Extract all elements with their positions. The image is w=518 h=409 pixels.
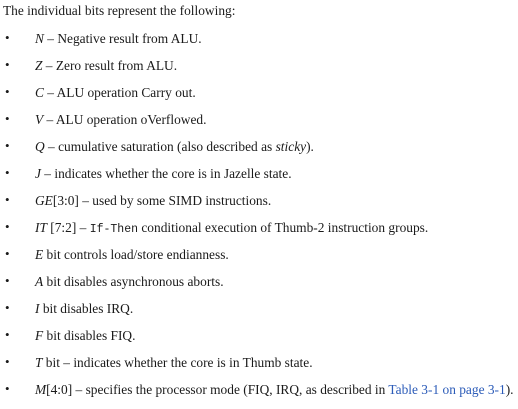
bit-description: indicates whether the core is in Jazelle state. xyxy=(54,166,292,181)
bit-name: I xyxy=(35,301,40,316)
bit-name: IT xyxy=(35,220,47,235)
bit-description: Negative result from ALU. xyxy=(57,31,202,46)
bit-range: [7:2] xyxy=(46,220,77,235)
bullet: • xyxy=(5,111,10,126)
bullet: • xyxy=(5,273,10,288)
bit-name: F xyxy=(35,328,44,343)
bit-name: N xyxy=(35,31,44,46)
bit-description: bit disables FIQ. xyxy=(43,328,136,343)
separator: – xyxy=(72,382,86,397)
bit-description: Zero result from ALU. xyxy=(55,58,178,73)
bit-description: bit disables IRQ. xyxy=(39,301,134,316)
bullet: • xyxy=(5,354,10,369)
bit-name: M xyxy=(35,382,47,397)
bit-description: bit disables asynchronous aborts. xyxy=(43,274,224,289)
bullet: • xyxy=(5,165,10,180)
separator: – xyxy=(78,193,93,208)
separator: – xyxy=(43,112,56,127)
bit-description: cumulative saturation (also described as xyxy=(58,139,276,154)
bullet: • xyxy=(5,327,10,342)
bullet: • xyxy=(5,381,10,396)
bit-description: bit – indicates whether the core is in Thumb state. xyxy=(42,355,313,370)
bit-name: J xyxy=(35,166,41,181)
bit-description: used by some SIMD instructions. xyxy=(92,193,272,208)
bit-range: [4:0] xyxy=(46,382,73,397)
bullet: • xyxy=(5,219,10,234)
separator: – xyxy=(43,85,57,100)
bullet: • xyxy=(5,57,10,72)
bullet: • xyxy=(5,138,10,153)
emphasis-text: sticky xyxy=(275,139,307,154)
bit-description: bit controls load/store endianness. xyxy=(43,247,229,262)
bullet: • xyxy=(5,192,10,207)
bit-description-end: ). xyxy=(306,139,314,154)
separator: – xyxy=(42,58,56,73)
bullet: • xyxy=(5,30,10,45)
bullet: • xyxy=(5,246,10,261)
table-reference-link[interactable]: Table 3-1 on page 3-1 xyxy=(388,382,506,397)
intro-text: The individual bits represent the following: xyxy=(3,3,236,18)
separator: – xyxy=(40,166,55,181)
code-text: If-Then xyxy=(89,223,139,236)
separator: – xyxy=(76,220,90,235)
bit-name: T xyxy=(35,355,43,370)
bit-name: GE xyxy=(35,193,53,208)
bit-name: C xyxy=(35,85,44,100)
bit-name: Q xyxy=(35,139,45,154)
separator: – xyxy=(43,31,58,46)
bit-name: E xyxy=(35,247,44,262)
bit-name: Z xyxy=(35,58,43,73)
bit-range: [3:0] xyxy=(52,193,79,208)
bit-description: ALU operation oVerflowed. xyxy=(55,112,207,127)
separator: – xyxy=(44,139,59,154)
bit-name: V xyxy=(35,112,44,127)
bit-description: specifies the processor mode (FIQ, IRQ, as described in xyxy=(85,382,389,397)
bullet: • xyxy=(5,84,10,99)
bit-description: conditional execution of Thumb-2 instruction groups. xyxy=(138,220,429,235)
bit-description-end: ). xyxy=(505,382,514,397)
bit-description: ALU operation Carry out. xyxy=(56,85,196,100)
bit-name: A xyxy=(35,274,44,289)
bullet: • xyxy=(5,300,10,315)
